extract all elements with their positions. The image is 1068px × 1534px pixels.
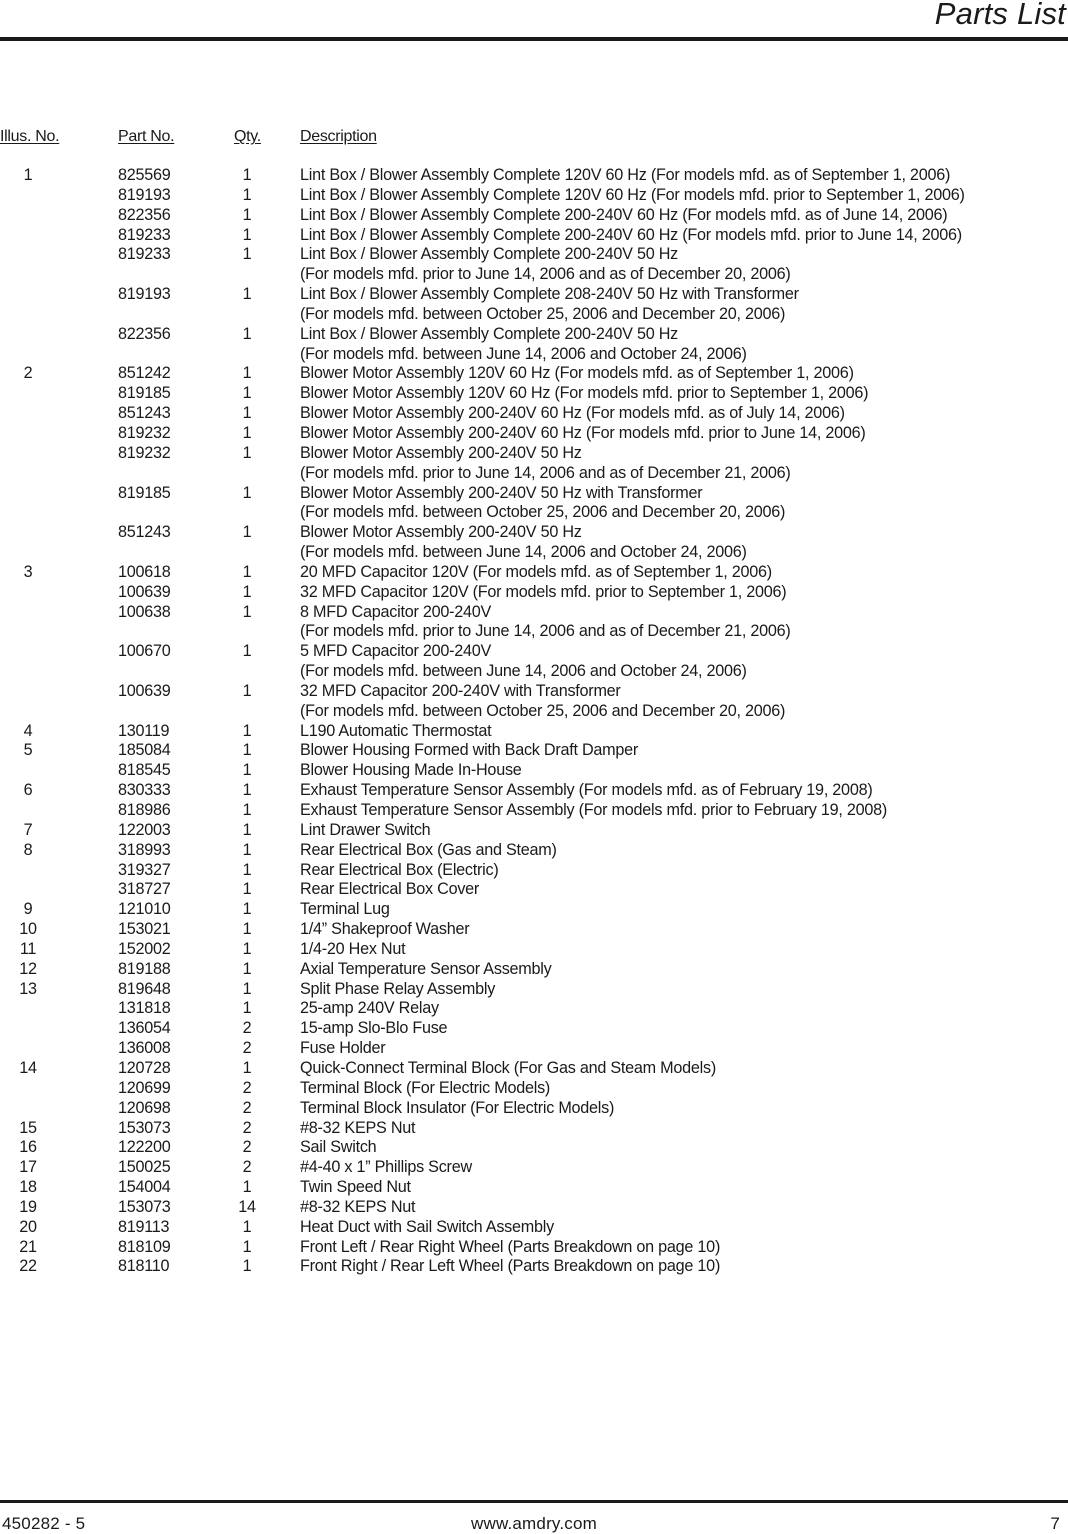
qty-cell: 1 xyxy=(242,939,252,958)
part-no-cell: 822356 xyxy=(118,324,171,343)
table-row xyxy=(0,662,1068,682)
part-no-cell: 319327 xyxy=(118,860,171,879)
table-row xyxy=(0,960,1068,980)
table-row xyxy=(0,166,1068,186)
description-cell: (For models mfd. between October 25, 2006 and December 20, 2006) xyxy=(300,503,786,522)
table-row xyxy=(0,245,1068,265)
page-number: 7 xyxy=(1050,1514,1060,1533)
part-no-cell: 153073 xyxy=(118,1118,171,1137)
description-cell: Rear Electrical Box (Electric) xyxy=(300,860,499,879)
illus-no-cell: 6 xyxy=(23,781,33,800)
table-row xyxy=(0,1119,1068,1139)
description-cell: (For models mfd. between June 14, 2006 and October 24, 2006) xyxy=(300,543,747,562)
parts-table-body xyxy=(0,166,1068,1277)
header-illus-no: Illus. No. xyxy=(0,128,60,145)
illus-no-cell: 5 xyxy=(23,741,33,760)
description-cell: Sail Switch xyxy=(300,1138,377,1157)
part-no-cell: 136008 xyxy=(118,1039,171,1058)
part-no-cell: 152002 xyxy=(118,939,171,958)
description-cell: Exhaust Temperature Sensor Assembly (For models mfd. prior to February 19, 2008) xyxy=(300,801,887,819)
qty-cell: 1 xyxy=(242,761,252,780)
qty-cell: 1 xyxy=(242,999,252,1018)
qty-cell: 1 xyxy=(242,166,252,184)
part-no-cell: 120699 xyxy=(118,1078,171,1097)
footer-divider xyxy=(0,1500,1068,1503)
part-no-cell: 851243 xyxy=(118,523,171,542)
part-no-cell: 318727 xyxy=(118,880,171,899)
header-qty: Qty. xyxy=(234,128,261,145)
qty-cell: 1 xyxy=(242,205,252,224)
qty-cell: 2 xyxy=(242,1039,252,1058)
table-row xyxy=(0,325,1068,345)
part-no-cell: 122003 xyxy=(118,820,171,839)
table-row xyxy=(0,305,1068,325)
qty-cell: 14 xyxy=(238,1197,256,1216)
table-row xyxy=(0,841,1068,861)
description-cell: 1/4” Shakeproof Washer xyxy=(300,920,470,939)
table-row xyxy=(0,821,1068,841)
table-row xyxy=(0,1039,1068,1059)
table-row xyxy=(0,1138,1068,1158)
description-cell: Blower Motor Assembly 200-240V 50 Hz xyxy=(300,523,582,542)
part-no-cell: 819232 xyxy=(118,423,171,442)
description-cell: Lint Drawer Switch xyxy=(300,820,431,839)
parts-table-header xyxy=(0,128,1068,148)
table-row xyxy=(0,722,1068,742)
part-no-cell: 819233 xyxy=(118,245,171,264)
header-description: Description xyxy=(300,128,377,145)
part-no-cell: 825569 xyxy=(118,166,171,184)
part-no-cell: 818110 xyxy=(118,1257,170,1276)
illus-no-cell: 19 xyxy=(19,1197,37,1216)
illus-no-cell: 13 xyxy=(19,979,37,998)
illus-no-cell: 4 xyxy=(23,721,33,740)
table-row xyxy=(0,622,1068,642)
table-row xyxy=(0,1079,1068,1099)
description-cell: Blower Housing Formed with Back Draft Damper xyxy=(300,741,639,760)
qty-cell: 1 xyxy=(242,602,252,621)
part-no-cell: 819233 xyxy=(118,225,171,244)
part-no-cell: 818109 xyxy=(118,1237,171,1256)
table-row xyxy=(0,523,1068,543)
part-no-cell: 121010 xyxy=(118,900,171,919)
qty-cell: 2 xyxy=(242,1118,252,1137)
description-cell: (For models mfd. between June 14, 2006 and October 24, 2006) xyxy=(300,344,747,363)
illus-no-cell: 16 xyxy=(19,1138,37,1157)
qty-cell: 1 xyxy=(242,324,252,343)
part-no-cell: 818545 xyxy=(118,761,171,780)
qty-cell: 1 xyxy=(242,880,252,899)
qty-cell: 1 xyxy=(242,225,252,244)
part-no-cell: 819193 xyxy=(118,285,171,304)
part-no-cell: 131818 xyxy=(118,999,171,1018)
table-row xyxy=(0,484,1068,504)
part-no-cell: 100639 xyxy=(118,582,171,601)
page-title: Parts List xyxy=(934,0,1066,31)
description-cell: Exhaust Temperature Sensor Assembly (For models mfd. as of February 19, 2008) xyxy=(300,781,873,800)
description-cell: (For models mfd. prior to June 14, 2006 and as of December 21, 2006) xyxy=(300,622,791,641)
table-row xyxy=(0,900,1068,920)
description-cell: Twin Speed Nut xyxy=(300,1178,411,1197)
table-row xyxy=(0,781,1068,801)
table-row xyxy=(0,444,1068,464)
description-cell: Lint Box / Blower Assembly Complete 120V 60 Hz (For models mfd. prior to September 1, 2006) xyxy=(300,185,965,204)
table-row xyxy=(0,464,1068,484)
description-cell: 20 MFD Capacitor 120V (For models mfd. as of September 1, 2006) xyxy=(300,562,772,581)
qty-cell: 1 xyxy=(242,483,252,502)
part-no-cell: 154004 xyxy=(118,1178,171,1197)
table-row xyxy=(0,226,1068,246)
description-cell: Split Phase Relay Assembly xyxy=(300,979,496,998)
table-row xyxy=(0,384,1068,404)
table-row xyxy=(0,1178,1068,1198)
illus-no-cell: 3 xyxy=(23,562,33,581)
description-cell: Front Left / Rear Right Wheel (Parts Breakdown on page 10) xyxy=(300,1237,721,1256)
qty-cell: 1 xyxy=(242,404,252,423)
description-cell: 25-amp 240V Relay xyxy=(300,999,439,1018)
qty-cell: 2 xyxy=(242,1138,252,1157)
description-cell: Blower Motor Assembly 200-240V 50 Hz with Transformer xyxy=(300,483,703,502)
qty-cell: 1 xyxy=(242,245,252,264)
table-row xyxy=(0,603,1068,623)
part-no-cell: 122200 xyxy=(118,1138,171,1157)
illus-no-cell: 12 xyxy=(19,959,37,978)
illus-no-cell: 22 xyxy=(19,1257,37,1276)
description-cell: 5 MFD Capacitor 200-240V xyxy=(300,642,492,661)
table-row xyxy=(0,1059,1068,1079)
part-no-cell: 100639 xyxy=(118,681,171,700)
illus-no-cell: 20 xyxy=(19,1217,37,1236)
part-no-cell: 819193 xyxy=(118,185,171,204)
qty-cell: 1 xyxy=(242,959,252,978)
part-no-cell: 318993 xyxy=(118,840,171,859)
description-cell: 15-amp Slo-Blo Fuse xyxy=(300,1019,448,1038)
part-no-cell: 819185 xyxy=(118,483,171,502)
description-cell: (For models mfd. between October 25, 2006 and December 20, 2006) xyxy=(300,304,786,323)
qty-cell: 1 xyxy=(242,384,252,403)
table-row xyxy=(0,186,1068,206)
table-row xyxy=(0,702,1068,722)
part-no-cell: 136054 xyxy=(118,1019,171,1038)
description-cell: Lint Box / Blower Assembly Complete 200-240V 60 Hz (For models mfd. as of June 14, 2006) xyxy=(300,205,948,224)
table-row xyxy=(0,1198,1068,1218)
illus-no-cell: 14 xyxy=(19,1058,37,1077)
table-row xyxy=(0,1099,1068,1119)
qty-cell: 1 xyxy=(242,920,252,939)
table-row xyxy=(0,503,1068,523)
part-no-cell: 819232 xyxy=(118,443,171,462)
qty-cell: 2 xyxy=(242,1019,252,1038)
description-cell: 32 MFD Capacitor 120V (For models mfd. prior to September 1, 2006) xyxy=(300,582,787,601)
qty-cell: 1 xyxy=(242,1058,252,1077)
part-no-cell: 120698 xyxy=(118,1098,171,1117)
description-cell: Terminal Lug xyxy=(300,900,390,919)
qty-cell: 1 xyxy=(242,721,252,740)
description-cell: Terminal Block (For Electric Models) xyxy=(300,1078,551,1097)
table-row xyxy=(0,265,1068,285)
table-row xyxy=(0,404,1068,424)
description-cell: Fuse Holder xyxy=(300,1039,386,1058)
table-row xyxy=(0,880,1068,900)
description-cell: Quick-Connect Terminal Block (For Gas and Steam Models) xyxy=(300,1058,716,1077)
qty-cell: 1 xyxy=(242,1217,252,1236)
description-cell: Rear Electrical Box Cover xyxy=(300,880,480,899)
table-row xyxy=(0,940,1068,960)
qty-cell: 1 xyxy=(242,285,252,304)
description-cell: Terminal Block Insulator (For Electric Models) xyxy=(300,1098,615,1117)
description-cell: #8-32 KEPS Nut xyxy=(300,1197,416,1216)
qty-cell: 1 xyxy=(242,423,252,442)
illus-no-cell: 2 xyxy=(23,364,33,383)
part-no-cell: 819648 xyxy=(118,979,171,998)
description-cell: Lint Box / Blower Assembly Complete 200-240V 50 Hz xyxy=(300,324,678,343)
qty-cell: 2 xyxy=(242,1158,252,1177)
description-cell: Blower Motor Assembly 120V 60 Hz (For models mfd. as of September 1, 2006) xyxy=(300,364,854,383)
qty-cell: 1 xyxy=(242,781,252,800)
table-row xyxy=(0,206,1068,226)
table-row xyxy=(0,583,1068,603)
description-cell: Front Right / Rear Left Wheel (Parts Breakdown on page 10) xyxy=(300,1257,721,1276)
table-row xyxy=(0,999,1068,1019)
table-row xyxy=(0,345,1068,365)
qty-cell: 2 xyxy=(242,1098,252,1117)
description-cell: Blower Motor Assembly 200-240V 50 Hz xyxy=(300,443,582,462)
qty-cell: 1 xyxy=(242,523,252,542)
part-no-cell: 851243 xyxy=(118,404,171,423)
part-no-cell: 153021 xyxy=(118,920,171,939)
illus-no-cell: 1 xyxy=(23,166,33,184)
table-row xyxy=(0,1257,1068,1277)
qty-cell: 1 xyxy=(242,1237,252,1256)
table-row xyxy=(0,642,1068,662)
table-row xyxy=(0,364,1068,384)
qty-cell: 1 xyxy=(242,185,252,204)
illus-no-cell: 18 xyxy=(19,1178,37,1197)
qty-cell: 1 xyxy=(242,840,252,859)
qty-cell: 1 xyxy=(242,642,252,661)
website-link[interactable]: www.amdry.com xyxy=(470,1514,598,1533)
table-row xyxy=(0,424,1068,444)
table-row xyxy=(0,1238,1068,1258)
part-no-cell: 130119 xyxy=(118,721,170,740)
description-cell: Heat Duct with Sail Switch Assembly xyxy=(300,1217,554,1236)
description-cell: Lint Box / Blower Assembly Complete 200-240V 60 Hz (For models mfd. prior to June 14, 2006) xyxy=(300,225,962,244)
table-row xyxy=(0,682,1068,702)
description-cell: Blower Motor Assembly 200-240V 60 Hz (For models mfd. as of July 14, 2006) xyxy=(300,404,845,423)
part-no-cell: 100670 xyxy=(118,642,171,661)
part-no-cell: 100638 xyxy=(118,602,171,621)
part-no-cell: 819113 xyxy=(118,1217,170,1236)
illus-no-cell: 17 xyxy=(19,1158,37,1177)
table-row xyxy=(0,761,1068,781)
table-row xyxy=(0,563,1068,583)
description-cell: (For models mfd. between June 14, 2006 and October 24, 2006) xyxy=(300,662,747,681)
part-no-cell: 819188 xyxy=(118,959,171,978)
part-no-cell: 830333 xyxy=(118,781,171,800)
description-cell: 32 MFD Capacitor 200-240V with Transformer xyxy=(300,681,621,700)
description-cell: Lint Box / Blower Assembly Complete 208-240V 50 Hz with Transformer xyxy=(300,285,799,304)
table-row xyxy=(0,1019,1068,1039)
description-cell: Blower Motor Assembly 200-240V 60 Hz (For models mfd. prior to June 14, 2006) xyxy=(300,423,866,442)
qty-cell: 1 xyxy=(242,1257,252,1276)
illus-no-cell: 21 xyxy=(19,1237,37,1256)
qty-cell: 1 xyxy=(242,900,252,919)
table-row xyxy=(0,741,1068,761)
table-row xyxy=(0,285,1068,305)
description-cell: L190 Automatic Thermostat xyxy=(300,721,492,740)
table-row xyxy=(0,801,1068,821)
part-no-cell: 150025 xyxy=(118,1158,171,1177)
illus-no-cell: 8 xyxy=(23,840,33,859)
part-no-cell: 851242 xyxy=(118,364,171,383)
qty-cell: 1 xyxy=(242,364,252,383)
part-no-cell: 153073 xyxy=(118,1197,171,1216)
table-row xyxy=(0,543,1068,563)
description-cell: Lint Box / Blower Assembly Complete 200-240V 50 Hz xyxy=(300,245,678,264)
part-no-cell: 185084 xyxy=(118,741,171,760)
table-row xyxy=(0,980,1068,1000)
part-no-cell: 819185 xyxy=(118,384,171,403)
description-cell: Blower Housing Made In-House xyxy=(300,761,522,780)
qty-cell: 1 xyxy=(242,443,252,462)
part-no-cell: 100618 xyxy=(118,562,171,581)
description-cell: Blower Motor Assembly 120V 60 Hz (For models mfd. prior to September 1, 2006) xyxy=(300,384,869,403)
description-cell: 1/4-20 Hex Nut xyxy=(300,939,406,958)
illus-no-cell: 15 xyxy=(19,1118,37,1137)
qty-cell: 2 xyxy=(242,1078,252,1097)
description-cell: #8-32 KEPS Nut xyxy=(300,1118,416,1137)
description-cell: #4-40 x 1” Phillips Screw xyxy=(300,1158,472,1177)
header-part-no: Part No. xyxy=(118,128,175,145)
table-row xyxy=(0,1218,1068,1238)
description-cell: Axial Temperature Sensor Assembly xyxy=(300,959,552,978)
qty-cell: 1 xyxy=(242,820,252,839)
qty-cell: 1 xyxy=(242,582,252,601)
qty-cell: 1 xyxy=(242,801,252,819)
description-cell: (For models mfd. between October 25, 2006 and December 20, 2006) xyxy=(300,701,786,720)
description-cell: (For models mfd. prior to June 14, 2006 and as of December 21, 2006) xyxy=(300,463,791,482)
illus-no-cell: 11 xyxy=(19,939,37,958)
qty-cell: 1 xyxy=(242,562,252,581)
description-cell: Lint Box / Blower Assembly Complete 120V 60 Hz (For models mfd. as of September 1, 2006) xyxy=(300,166,951,184)
qty-cell: 1 xyxy=(242,860,252,879)
table-row xyxy=(0,1158,1068,1178)
header-divider xyxy=(0,37,1068,41)
part-no-cell: 822356 xyxy=(118,205,171,224)
illus-no-cell: 10 xyxy=(19,920,37,939)
description-cell: (For models mfd. prior to June 14, 2006 and as of December 20, 2006) xyxy=(300,265,791,284)
illus-no-cell: 9 xyxy=(23,900,33,919)
illus-no-cell: 7 xyxy=(23,820,33,839)
table-row xyxy=(0,920,1068,940)
qty-cell: 1 xyxy=(242,1178,252,1197)
part-no-cell: 818986 xyxy=(118,801,171,819)
description-cell: Rear Electrical Box (Gas and Steam) xyxy=(300,840,557,859)
document-number: 450282 - 5 xyxy=(2,1514,86,1533)
table-row xyxy=(0,861,1068,881)
description-cell: 8 MFD Capacitor 200-240V xyxy=(300,602,492,621)
part-no-cell: 120728 xyxy=(118,1058,171,1077)
qty-cell: 1 xyxy=(242,979,252,998)
qty-cell: 1 xyxy=(242,681,252,700)
qty-cell: 1 xyxy=(242,741,252,760)
